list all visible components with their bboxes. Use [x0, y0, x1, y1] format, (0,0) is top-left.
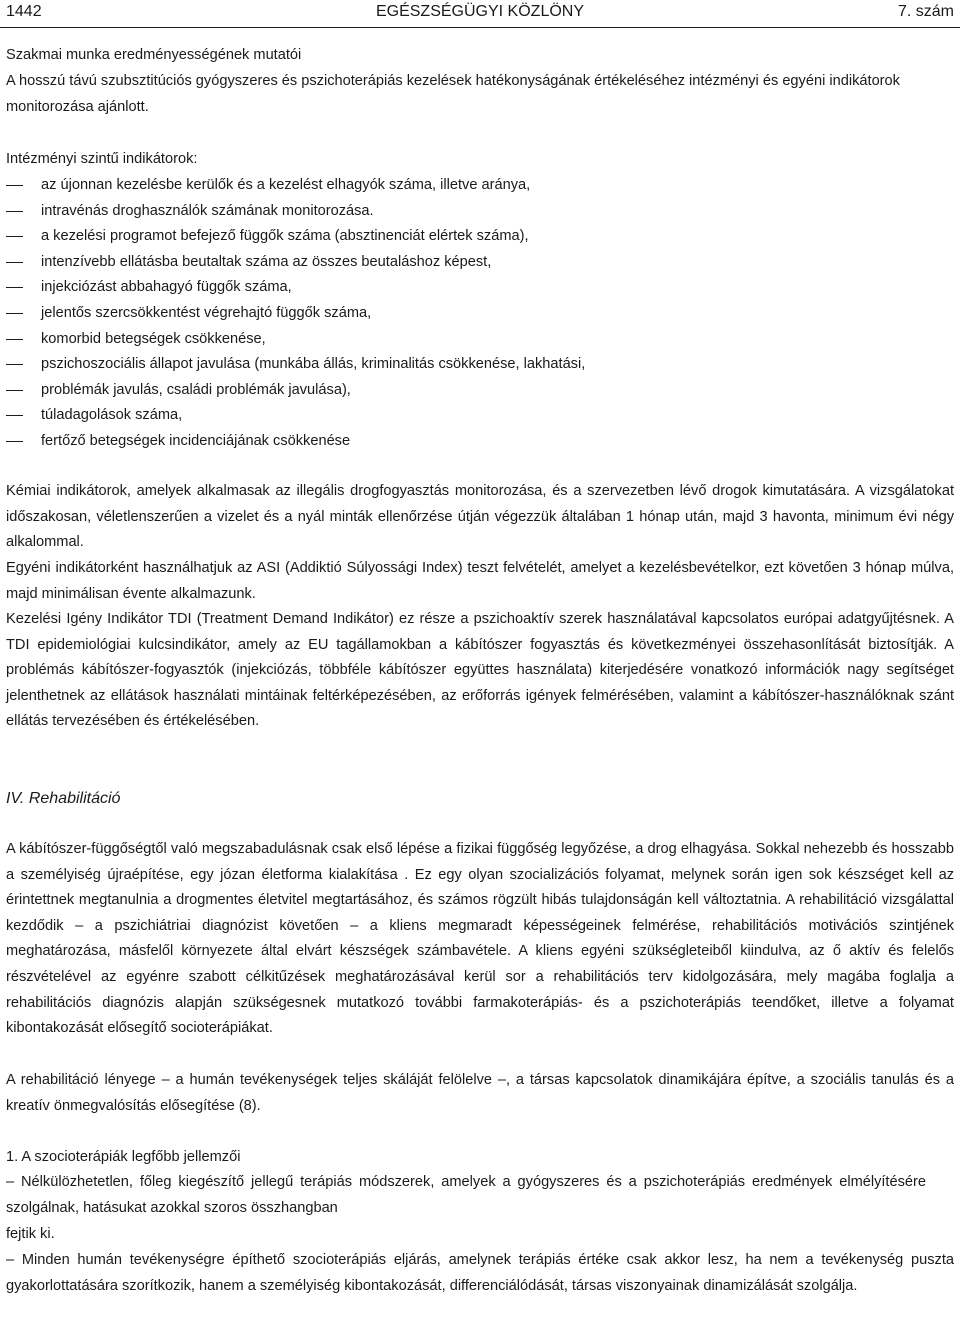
- intro-paragraph: A hosszú távú szubsztitúciós gyógyszeres és pszichoterápiás kezelések hatékonyságának értékeléséhez intézményi és egyéni indikátorok monitorozása ajánlott.: [6, 73, 900, 115]
- dash-bullet: [6, 415, 23, 416]
- list-item: túladagolások száma,: [6, 403, 954, 429]
- dash-bullet: [6, 287, 23, 288]
- list-item: pszichoszociális állapot javulása (munkába állás, kriminalitás csökkenése, lakhatási,: [6, 352, 954, 378]
- section-title: Szakmai munka eredményességének mutatói: [6, 47, 302, 63]
- rehabilitation-paragraph-1: A kábítószer-függőségtől való megszabadulásnak csak első lépése a fizikai függőség legyőzése, a drog elhagyása. Sokkal nehezebb és hosszabb a személyiség újraépítése, egy józan életforma kialakítása . Ez egy olyan szocializációs folyamat, melynek során igen sok készséget kell az érintettnek megtanulnia a drogmentes életvitel megtartásához, és számos rögzült hibás tulajdonságán kell változtatnia. A rehabilitáció vizsgálattal kezdődik – a pszichiátriai diagnózist követően – a kliens megmaradt képességeinek felmérése, rehabilitációs motivációs szintjének meghatározása, másfelől környezete által elvárt készségek számbavétele. A kliens egyéni szükségleteiből kiindulva, az ő aktív és felelős részvételével az egyénre szabott célkitűzések meghatározásával kerül sor a rehabilitációs terv kidolgozására, mely magába foglalja a rehabilitációs diagnózis alapján szükségesnek mutatkozó további farmakoterápiás- és a pszichoterápiás teendőket, illetve a folyamat kibontakozását elősegítő socioterápiákat.: [6, 841, 954, 1037]
- list-item: fertőző betegségek incidenciájának csökkenése: [6, 429, 954, 455]
- list-item: intravénás droghasználók számának monitorozása.: [6, 199, 954, 225]
- rehabilitation-title: IV. Rehabilitáció: [6, 790, 121, 807]
- dash-bullet: [6, 339, 23, 340]
- list-item: az újonnan kezelésbe kerülők és a kezelést elhagyók száma, illetve aránya,: [6, 173, 954, 199]
- dash-bullet: [6, 364, 23, 365]
- issue-number: 7. szám: [897, 3, 954, 20]
- chemical-indicators-paragraph: Kémiai indikátorok, amelyek alkalmasak az illegális drogfogyasztás monitorozása, és a szervezetben lévő drogok kimutatására. A vizsgálatokat időszakosan, véletlenszerűen a vizelet és a nyál minták ellenőrzése útján végezzük általában 1 hónap után, majd 3 havonta, minimum évi négy alkalommal.: [6, 483, 954, 551]
- indicator-list: [6, 173, 954, 455]
- page-number: 1442: [6, 3, 42, 20]
- list-item: jelentős szercsökkentést végrehajtó függők száma,: [6, 301, 954, 327]
- sociotherapy-subtitle: 1. A szocioterápiák legfőbb jellemzői: [6, 1149, 241, 1165]
- list-item: problémák javulás, családi problémák javulása),: [6, 378, 954, 404]
- sociotherapy-bullet-1: – Nélkülözhetetlen, főleg kiegészítő jellegű terápiás módszerek, amelyek a gyógyszeres és a pszichoterápiás eredmények elmélyítésére szolgálnak, hatásukat azokkal szoros összhangban: [6, 1174, 926, 1216]
- rehabilitation-paragraph-2: A rehabilitáció lényege – a humán tevékenységek teljes skáláját felölelve –, a társas kapcsolatok dinamikájára építve, a szociális tanulás és a kreatív önmegvalósítás elősegítése (8).: [6, 1072, 954, 1114]
- list-item: injekciózást abbahagyó függők száma,: [6, 275, 954, 301]
- header-rule: [0, 27, 960, 28]
- journal-title: EGÉSZSÉGÜGYI KÖZLÖNY: [375, 3, 585, 20]
- dash-bullet: [6, 211, 23, 212]
- dash-bullet: [6, 185, 23, 186]
- institutional-indicators-label: Intézményi szintű indikátorok:: [6, 151, 198, 167]
- dash-bullet: [6, 313, 23, 314]
- tdi-paragraph: Kezelési Igény Indikátor TDI (Treatment Demand Indikátor) ez része a pszichoaktív szerek használatával kapcsolatos európai adatgyűjtésnek. A TDI epidemiológiai kulcsindikátor, amely az EU tagállamokban a kábítószer fogyasztás és következményei összehasonlítását biztosítják. A problémás kábítószer-fogyasztók (injekciózás, többféle kábítószer együttes használata) kiterjedésére vonatkozó információk nagy segítséget jelenthetnek az ellátások használati mintáinak feltérképezésében, az erőforrás igények felmérésében, valamint a kábítószer-használóknak szánt ellátás tervezésében és értékelésében.: [6, 611, 954, 730]
- individual-indicators-paragraph: Egyéni indikátorként használhatjuk az ASI (Addiktió Súlyossági Index) teszt felvételét, amelyet a kezelésbevételkor, ezt követően 3 hónap múlva, majd minimálisan évente alkalmazunk.: [6, 560, 954, 602]
- page-header: [0, 0, 960, 24]
- sociotherapy-bullet-1-continued: fejtik ki.: [6, 1226, 55, 1242]
- list-item: a kezelési programot befejező függők száma (absztinenciát elértek száma),: [6, 224, 954, 250]
- list-item: komorbid betegségek csökkenése,: [6, 327, 954, 353]
- dash-bullet: [6, 262, 23, 263]
- list-item: intenzívebb ellátásba beutaltak száma az összes beutaláshoz képest,: [6, 250, 954, 276]
- dash-bullet: [6, 236, 23, 237]
- dash-bullet: [6, 390, 23, 391]
- dash-bullet: [6, 441, 23, 442]
- sociotherapy-bullet-2: – Minden humán tevékenységre építhető szocioterápiás eljárás, amelynek terápiás értéke csak akkor lesz, ha nem a tevékenység puszta gyakorlottatására szorítkozik, hanem a személyiség kibontakozását, differenciálódását, társas viszonyainak dinamizálását szolgálja.: [6, 1252, 954, 1294]
